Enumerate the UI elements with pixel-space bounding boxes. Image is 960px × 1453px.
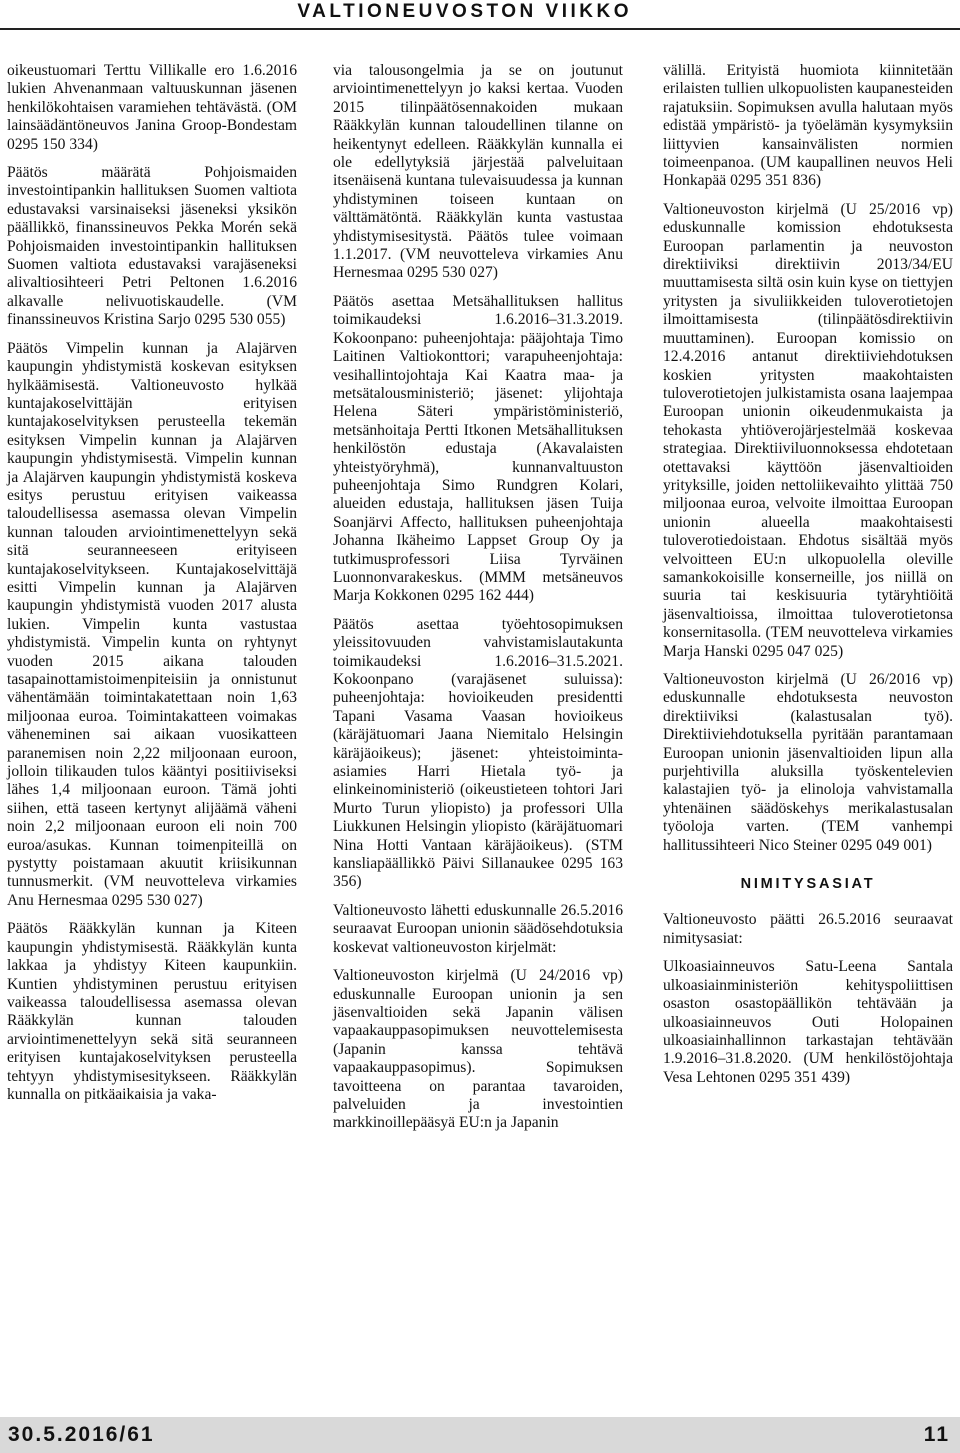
paragraph: Päätös määrätä Pohjoismaiden investointipankin hallituksen Suomen valtiota edustavaksi varsinaiseksi jäseneksi yksikön päällikkö, finanssineuvos Pekka Morén sekä Pohjoismaiden investointipankin hallituksen Suomen valtiota edustavaksi varajäseneksi alivaltiosihteeri Petri Peltonen 1.6.2016 alkavalle nelivuotiskaudelle. (VM finanssineuvos Kristina Sarjo 0295 530 055) — [7, 164, 297, 329]
section-heading: NIMITYSASIAT — [740, 876, 876, 893]
paragraph: Päätös Vimpelin kunnan ja Alajärven kaupungin yhdistymistä koskevan esityksen hylkäämisestä. Valtioneuvosto hylkää kuntajakoselvittäjän erityisen kuntajakoselvityksen perusteella tekemän esityksen Vimpelin kunnan ja Alajärven kaupungin yhdistymisestä. Vimpelin kunnan ja Alajärven kaupungin yhdistymistä koskeva esitys perustuu erityisen vaikeassa taloudellisessa asemassa olevan Vimpelin kunnan talouden arviointimenettelyyn sekä sitä seuranneeseen erityiseen kuntajakoselvitykseen. Kuntajakoselvittäjä esitti Vimpelin kunnan ja Alajärven kaupungin yhdistymistä vuoden 2017 alusta lukien. Vimpelin kunta vastustaa yhdistymistä. Vimpelin kunta on ryhtynyt vuoden 2015 aikana talouden tasapainottamistoimenpiteisiin ja onnistunut vähentämään toimintakatettaan noin 1,63 miljoonaa euroa. Toimintakatteen voimakas väheneminen sai aikaan vuosikatteen paranemisen noin 2,22 miljoonaan euroon, jolloin tilikauden tulos kääntyi positiiviseksi lähes 1,4 miljoonaan euroon. Tämä johti siihen, että taseen kertynyt alijäämä väheni noin 2,2 miljoonaan euroon eli noin 700 euroa/asukas. Kunnan toimenpiteillä on pystytty poistamaan akuutit kriisikunnan tunnusmerkit. (VM neuvotteleva virkamies Anu Hernesmaa 0295 530 027) — [7, 339, 297, 909]
paragraph: Päätös Rääkkylän kunnan ja Kiteen kaupungin yhdistymisestä. Rääkkylän kunta lakkaa ja yhdistyy Kiteen kaupunkiin. Kuntien yhdistyminen perustuu erityisen vaikeassa taloudellisessa asemassa olevan Rääkkylän kunnan talouden arviointimenettelyyn sekä sitä seuranneen erityisen kuntajakoselvityksen perusteella tehtyyn yhdistymisesitykseen. Rääkkylän kunnalla on pitkäaikaisia ja vaka- — [7, 920, 297, 1103]
page-number: 11 — [923, 1423, 950, 1446]
text-column-2 — [333, 62, 623, 1133]
page-footer — [0, 1417, 960, 1453]
text-column-3 — [663, 62, 953, 1087]
paragraph: Valtioneuvosto päätti 26.5.2016 seuraavat nimitysasiat: — [663, 911, 953, 947]
page-header — [0, 0, 960, 30]
header-rule — [0, 28, 960, 30]
text-column-1 — [7, 62, 297, 1104]
paragraph: Valtioneuvoston kirjelmä (U 24/2016 vp) eduskunnalle Euroopan unionin ja sen jäsenvaltioiden sekä Japanin välisen vapaakauppasopimuksen neuvottelemisesta (Japanin kanssa tehtävä vapaakauppasopimus). Sopimuksen tavoitteena on parantaa tavaroiden, palveluiden ja investointien markkinoillepääsyä EU:n ja Japanin — [333, 967, 623, 1132]
paragraph: Valtioneuvoston kirjelmä (U 25/2016 vp) eduskunnalle komission ehdotuksesta Euroopan parlamentin ja neuvoston direktiiviksi direktiivin 2013/34/EU muuttamisesta siltä osin kuin kyse on tiettyjen yritysten ja sivuliikkeiden tuloverotietojen ilmoittamisesta (tilinpäätösdirektiivin muuttaminen). Euroopan komissio on 12.4.2016 antanut direktiiviehdotuksen koskien yritysten maakohtaisten tuloverotietojen julkistamista osana laajempaa Euroopan unionin oikeudenmukaista ja tehokasta yhtiöverojärjestelmää koskevaa strategiaa. Direktiiviluonnoksessa ehdotetaan otettavaksi käyttöön jäsenvaltioiden yrityksille, joiden nettoliikevaihto ylittää 750 miljoonaa euroa, velvoite ilmoittaa Euroopan unionin alueella maakohtaisesti tuloverotiedoistaan. Ehdotus sisältää myös velvoitteen EU:n ulkopuolella oleville samankokoisille konserneille, jos niillä on suuria tai keskisuuria tytäryhtiöitä jäsenvaltioissa, ilmoittaa tuloverotietonsa konsernitasolla. (TEM neuvotteleva virkamies Marja Hanski 0295 047 025) — [663, 200, 953, 660]
paragraph: Valtioneuvosto lähetti eduskunnalle 26.5.2016 seuraavat Euroopan unionin säädösehdotuksia koskevat valtioneuvoston kirjelmät: — [333, 901, 623, 956]
paragraph: via talousongelmia ja se on joutunut arviointimenettelyyn jo kaksi kertaa. Vuoden 2015 tilinpäätösennakoiden mukaan Rääkkylän kunnan taloudellinen tilanne on heikentynyt edelleen. Rääkkylän kunnalla ei ole edellytyksiä järjestää palveluitaan itsenäisenä kuntana tulevaisuudessa ja kunnan yhdistyminen toiseen kuntaan on välttämätöntä. Rääkkylän kunta vastustaa yhdistymisesitystä. Päätös tulee voimaan 1.1.2017. (VM neuvotteleva virkamies Anu Hernesmaa 0295 530 027) — [333, 62, 623, 282]
paragraph: oikeustuomari Terttu Villikalle ero 1.6.2016 lukien Ahvenanmaan valtuuskunnan jäsenen henkilökohtaisen varamiehen tehtävästä. (OM lainsäädäntöneuvos Janina Groop-Bondestam 0295 150 334) — [7, 62, 297, 153]
issue-date: 30.5.2016/61 — [8, 1423, 155, 1446]
paragraph: Päätös asettaa työehtosopimuksen yleissitovuuden vahvistamislautakunta toimikaudeksi 1.6.2016–31.5.2021. Kokoonpano (varajäsenet suluissa): puheenjohtaja: hovioikeuden presidentti Tapani Vasama Vaasan hovioikeus (käräjätuomari Jaana Niemitalo Helsingin käräjäoikeus); jäsenet: yhteistoiminta-asiamies Harri Hietala työ- ja elinkeinoministeriö (oikeustieteen tohtori Jari Murto Turun yliopisto) ja professori Ulla Liukkunen Helsingin yliopisto (käräjätuomari Nina Hotti Vantaan käräjäoikeus). (STM kansliapäällikkö Päivi Sillanaukee 0295 163 356) — [333, 615, 623, 891]
paragraph: välillä. Erityistä huomiota kiinnitetään erilaisten tullien ulkopuolisten kaupanesteiden rajatuksiin. Sopimuksen avulla halutaan myös edistää ympäristö- ja työelämän kysymyksiin liittyvien kansainvälisten normien toimeenpanoa. (UM kaupallinen neuvos Heli Honkapää 0295 351 836) — [663, 62, 953, 190]
paragraph: Päätös asettaa Metsähallituksen hallitus toimikaudeksi 1.6.2016–31.3.2019. Kokoonpano: puheenjohtaja: pääjohtaja Timo Laitinen Valtiokonttori; varapuheenjohtaja: vesihallintojohtaja Kai Kaatra maa- ja metsätalousministeriö; jäsenet: ylijohtaja Helena Säteri ympäristöministeriö, metsänhoitaja Pertti Itkonen Metsähallituksen henkilöstön edustaja (Akavalaisten yhteistyöryhmä), kunnanvaltuuston puheenjohtaja Simo Rundgren Kolari, alueiden edustaja, hallituksen jäsen Tuija Soanjärvi Affecto, hallituksen puheenjohtaja Johanna Ikäheimo Lappset Group Oy ja tutkimusprofessori Liisa Tyrväinen Luonnonvarakeskus. (MMM metsäneuvos Marja Kokkonen 0295 162 444) — [333, 292, 623, 605]
paragraph: Valtioneuvoston kirjelmä (U 26/2016 vp) eduskunnalle ehdotuksesta neuvoston direktiiviksi (kalastusalan työ). Direktiiviehdotuksella pyritään parantamaan Euroopan unionin jäsenvaltioiden lipun alla purjehtivilla aluksilla työskentelevien kalastajien työ- ja elinoloja vahvistamalla yhtenäinen säädöskehys merikalastusalan työoloja varten. (TEM vanhempi hallitussihteeri Nico Steiner 0295 049 001) — [663, 671, 953, 854]
paragraph: Ulkoasiainneuvos Satu-Leena Santala ulkoasiainministeriön kehityspoliittisen osaston osastopäällikön tehtävään ja ulkoasiainneuvos Outi Holopainen ulkoasiainhallinnon tarkastajan tehtävään 1.9.2016–31.8.2020. (UM henkilöstöjohtaja Vesa Lehtonen 0295 351 439) — [663, 958, 953, 1086]
publication-title: VALTIONEUVOSTON VIIKKO — [297, 1, 632, 22]
